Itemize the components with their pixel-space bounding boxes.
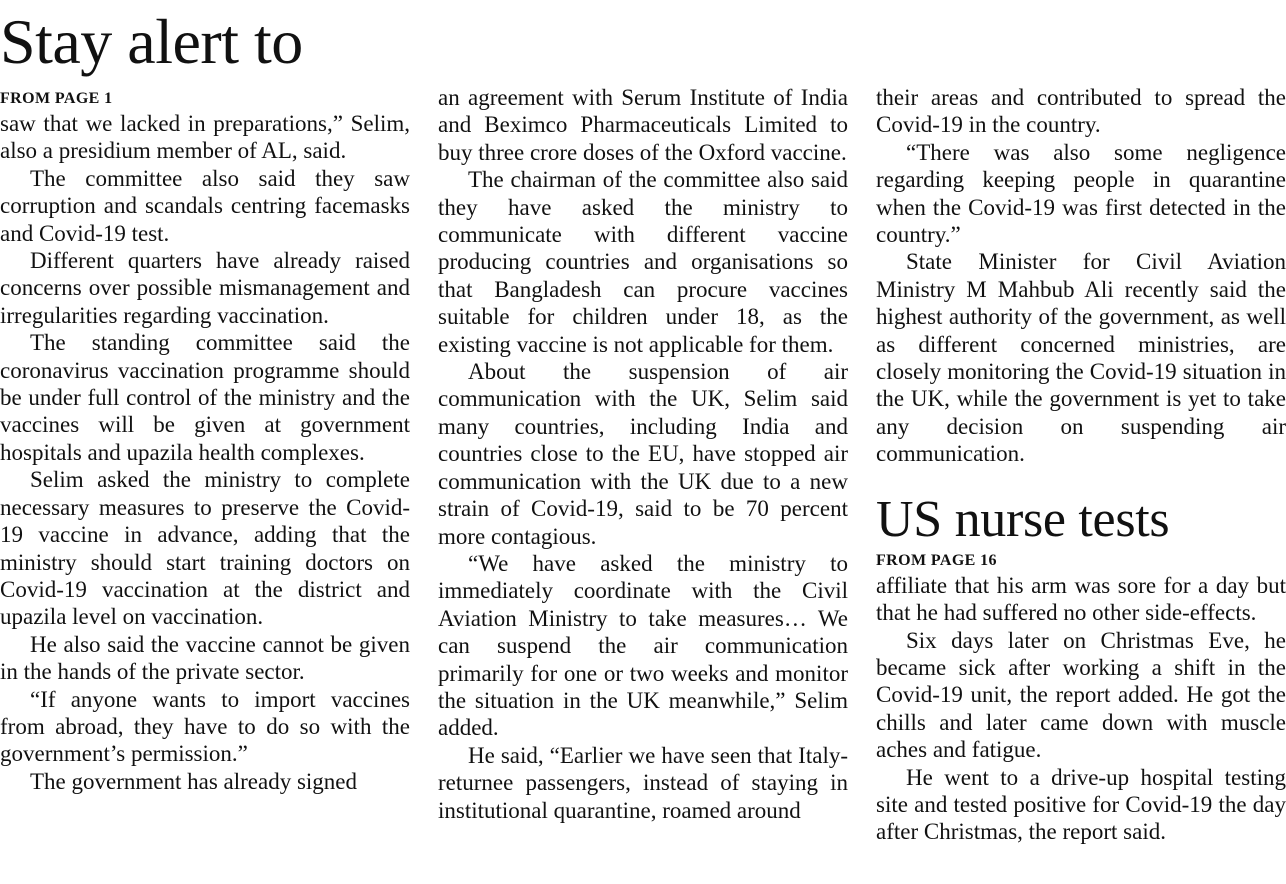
paragraph: Six days later on Christmas Eve, he became sick after working a shift in the Covid-19 unit, the report added. He got the chills and later came down with muscle aches and fatigue. [876,627,1286,763]
headline-us-nurse-tests: US nurse tests [876,490,1170,548]
jump-line-from-page-16: FROM PAGE 16 [876,551,997,569]
paragraph: He went to a drive-up hospital testing site and tested positive for Covid-19 the day after Christmas, the report said. [876,764,1286,845]
paragraph-continued: He said, “Earlier we have seen that Italy-returnee passengers, instead of staying in institutional quarantine, roamed around [438,742,848,823]
paragraph: About the suspension of air communication with the UK, Selim said many countries, including India and countries close to the EU, have stopped air communication with the UK due to a new strain of Covid-19, said to be 70 percent more contagious. [438,359,848,549]
paragraph: affiliate that his arm was sore for a day but that he had suffered no other side-effects. [876,572,1286,626]
column-1 [0,84,410,795]
paragraph-continuation: their areas and contributed to spread the Covid-19 in the country. [876,85,1286,138]
paragraph: “If anyone wants to import vaccines from abroad, they have to do so with the government’s permission.” [0,686,410,767]
paragraph-continuation: an agreement with Serum Institute of India and Beximco Pharmaceuticals Limited to buy three crore doses of the Oxford vaccine. [438,85,848,165]
paragraph: “We have asked the ministry to immediately coordinate with the Civil Aviation Ministry to take measures… We can suspend the air communication primarily for one or two weeks and monitor the situation in the UK meanwhile,” Selim added. [438,550,848,741]
column-2 [438,84,848,824]
column-3 [876,84,1286,846]
paragraph: saw that we lacked in preparations,” Selim, also a presidium member of AL, said. [0,111,410,164]
jump-line-from-page-1: FROM PAGE 1 [0,90,113,107]
headline-stay-alert: Stay alert to [0,6,303,77]
paragraph: Different quarters have already raised concerns over possible mismanagement and irregularities regarding vaccination. [0,248,410,328]
paragraph: Selim asked the ministry to complete necessary measures to preserve the Covid-19 vaccine in advance, adding that the ministry should start training doctors on Covid-19 vaccination at the district and upazila level on vaccination. [0,467,410,630]
paragraph: The committee also said they saw corruption and scandals centring facemasks and Covid-19 test. [0,165,410,246]
paragraph: The chairman of the committee also said they have asked the ministry to communicate with different vaccine producing countries and organisations so that Bangladesh can procure vaccines suitable for children under 18, as the existing vaccine is not applicable for them. [438,167,848,357]
paragraph: State Minister for Civil Aviation Ministry M Mahbub Ali recently said the highest authority of the government, as well as different concerned ministries, are closely monitoring the Covid-19 situation in the UK, while the government is yet to take any decision on suspending air communication. [876,249,1286,467]
paragraph-continued: The government has already signed [30,768,357,794]
paragraph: “There was also some negligence regarding keeping people in quarantine when the Covid-19 was first detected in the country.” [876,139,1286,248]
paragraph: He also said the vaccine cannot be given in the hands of the private sector. [0,631,410,685]
paragraph: The standing committee said the coronavirus vaccination programme should be under full control of the ministry and the vaccines will be given at government hospitals and upazila health complexes. [0,330,410,465]
